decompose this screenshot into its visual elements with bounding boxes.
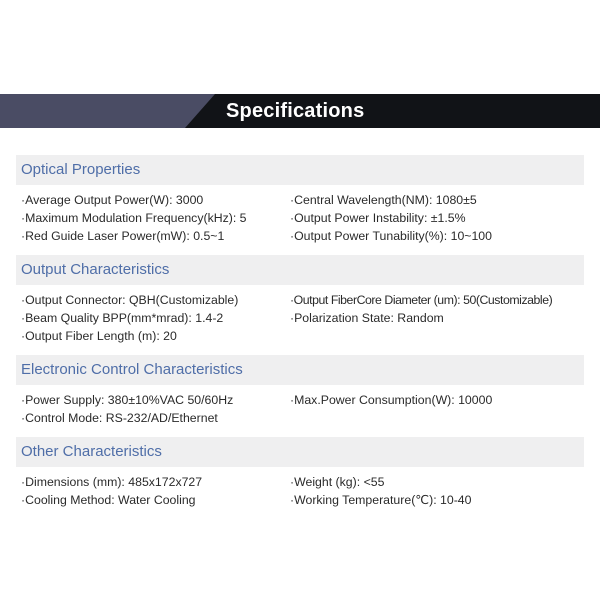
section-title: Electronic Control Characteristics <box>16 355 584 385</box>
section-title: Optical Properties <box>16 155 584 185</box>
banner-accent-shape <box>0 94 215 128</box>
section-output-characteristics <box>16 255 584 345</box>
spec-item: ·Output Power Instability: ±1.5% <box>290 211 466 225</box>
section-title: Output Characteristics <box>16 255 584 285</box>
specifications-banner <box>0 94 600 128</box>
spec-item: ·Output Power Tunability(%): 10~100 <box>290 229 492 243</box>
spec-item: ·Max.Power Consumption(W): 10000 <box>290 393 493 407</box>
spec-grid <box>16 191 584 245</box>
spec-item: ·Red Guide Laser Power(mW): 0.5~1 <box>21 229 225 243</box>
section-electronic-control <box>16 355 584 427</box>
spec-item: ·Cooling Method: Water Cooling <box>21 493 196 507</box>
spec-item: ·Output FiberCore Diameter (um): 50(Customizable) <box>290 293 553 307</box>
spec-item: ·Power Supply: 380±10%VAC 50/60Hz <box>21 393 234 407</box>
spec-item: ·Maximum Modulation Frequency(kHz): 5 <box>21 211 247 225</box>
spec-item: ·Output Fiber Length (m): 20 <box>21 329 177 343</box>
section-other-characteristics <box>16 437 584 509</box>
spec-grid <box>16 391 584 427</box>
spec-item <box>290 409 585 427</box>
spec-grid <box>16 291 584 345</box>
spec-item: ·Weight (kg): <55 <box>290 475 385 489</box>
section-title: Other Characteristics <box>16 437 584 467</box>
page-title: Specifications <box>226 100 365 122</box>
spec-item: ·Control Mode: RS-232/AD/Ethernet <box>21 411 218 425</box>
spec-item: ·Average Output Power(W): 3000 <box>21 193 204 207</box>
spec-item: ·Polarization State: Random <box>290 311 444 325</box>
spec-item: ·Beam Quality BPP(mm*mrad): 1.4-2 <box>21 311 224 325</box>
spec-item <box>290 327 585 345</box>
spec-item: ·Output Connector: QBH(Customizable) <box>21 293 239 307</box>
spec-item: ·Working Temperature(℃): 10-40 <box>290 493 472 507</box>
section-optical-properties <box>16 155 584 245</box>
spec-item: ·Dimensions (mm): 485x172x727 <box>21 475 203 489</box>
spec-grid <box>16 473 584 509</box>
spec-item: ·Central Wavelength(NM): 1080±5 <box>290 193 477 207</box>
